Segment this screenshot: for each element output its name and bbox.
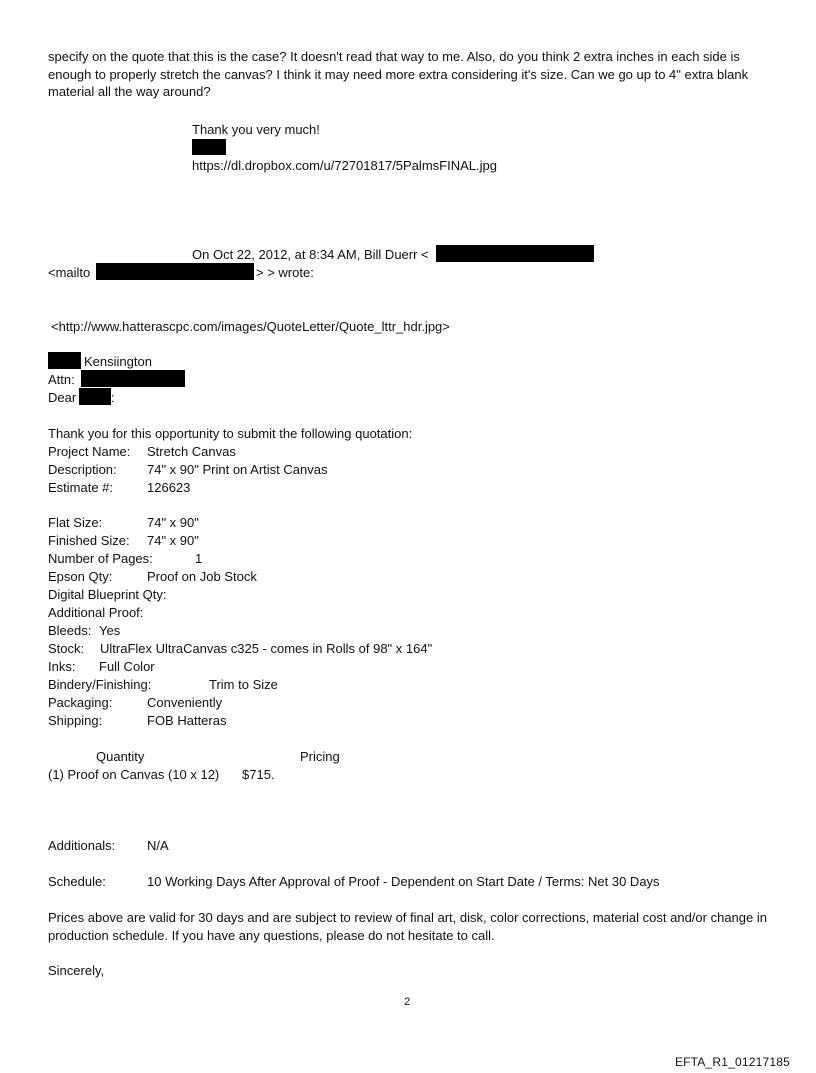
schedule-value: 10 Working Days After Approval of Proof - Dependent on Start Date / Terms: Net 30 Days: [147, 874, 660, 889]
bates-id: EFTA_R1_01217185: [674, 1055, 790, 1069]
pricing-quantity-header: Quantity: [96, 749, 145, 764]
spec-stock-value: UltraFlex UltraCanvas c325 - comes in Rolls of 98" x 164": [100, 641, 433, 656]
mailto-suffix: > > wrote:: [256, 265, 314, 280]
schedule-label: Schedule:: [48, 874, 106, 889]
dear-label: Dear: [48, 390, 77, 405]
page-number: 2: [404, 996, 411, 1008]
spec-flat-size-value: 74" x 90": [147, 515, 199, 530]
spec-pages-value: 1: [195, 551, 203, 566]
additionals-label: Additionals:: [48, 838, 116, 853]
pricing-row-item: (1) Proof on Canvas (10 x 12): [48, 767, 220, 782]
redaction-box: [79, 388, 111, 405]
closing: Sincerely,: [48, 963, 105, 978]
dear-colon: :: [111, 390, 115, 405]
spec-bleeds-value: Yes: [99, 623, 121, 638]
redaction-box: [48, 352, 81, 369]
redaction-box: [81, 370, 185, 387]
attn-label: Attn:: [48, 372, 75, 387]
quote-intro: Thank you for this opportunity to submit the following quotation:: [48, 426, 413, 441]
spec-bleeds-label: Bleeds:: [48, 623, 92, 638]
description-label: Description:: [48, 462, 117, 477]
estimate-value: 126623: [147, 480, 191, 495]
spec-flat-size-label: Flat Size:: [48, 515, 103, 530]
redaction-box: [192, 139, 226, 155]
recipient-company: Kensiington: [84, 354, 152, 369]
thanks-line: Thank you very much!: [192, 122, 320, 137]
header-image-link[interactable]: <http://www.hatterascpc.com/images/QuoteLetter/Quote_lttr_hdr.jpg>: [51, 319, 450, 334]
redaction-box: [96, 263, 254, 280]
spec-additional-proof-label: Additional Proof:: [48, 605, 144, 620]
additionals-value: N/A: [147, 838, 169, 853]
spec-epson-value: Proof on Job Stock: [147, 569, 257, 584]
spec-blueprint-label: Digital Blueprint Qty:: [48, 587, 167, 602]
pricing-row-price: $715.: [242, 767, 275, 782]
project-name-value: Stretch Canvas: [147, 444, 236, 459]
validity-paragraph: Prices above are valid for 30 days and are subject to review of final art, disk, color corrections, material cost and/or change in production schedule. If you have any questions, please do not hesitate to call.: [48, 910, 767, 943]
redaction-box: [436, 245, 594, 262]
spec-shipping-value: FOB Hatteras: [147, 713, 227, 728]
spec-epson-label: Epson Qty:: [48, 569, 113, 584]
spec-packaging-value: Conveniently: [147, 695, 223, 710]
spec-finished-size-value: 74" x 90": [147, 533, 199, 548]
project-name-label: Project Name:: [48, 444, 131, 459]
spec-stock-label: Stock:: [48, 641, 85, 656]
spec-inks-value: Full Color: [99, 659, 155, 674]
spec-bindery-value: Trim to Size: [209, 677, 278, 692]
description-value: 74" x 90" Print on Artist Canvas: [147, 462, 328, 477]
intro-paragraph: specify on the quote that this is the case? It doesn't read that way to me. Also, do you think 2 extra inches in each side is enough to properly stretch the canvas? I think it may need more extra considering it's size. Can we go up to 4" extra blank material all the way around?: [48, 49, 749, 99]
pricing-header: Pricing: [300, 749, 340, 764]
spec-pages-label: Number of Pages:: [48, 551, 153, 566]
spec-inks-label: Inks:: [48, 659, 76, 674]
spec-bindery-label: Bindery/Finishing:: [48, 677, 152, 692]
dropbox-link[interactable]: https://dl.dropbox.com/u/72701817/5PalmsFINAL.jpg: [192, 158, 497, 173]
spec-finished-size-label: Finished Size:: [48, 533, 130, 548]
spec-shipping-label: Shipping:: [48, 713, 103, 728]
estimate-label: Estimate #:: [48, 480, 114, 495]
spec-packaging-label: Packaging:: [48, 695, 113, 710]
reply-header-line: On Oct 22, 2012, at 8:34 AM, Bill Duerr <: [192, 247, 429, 262]
mailto-prefix: <mailto: [48, 265, 91, 280]
